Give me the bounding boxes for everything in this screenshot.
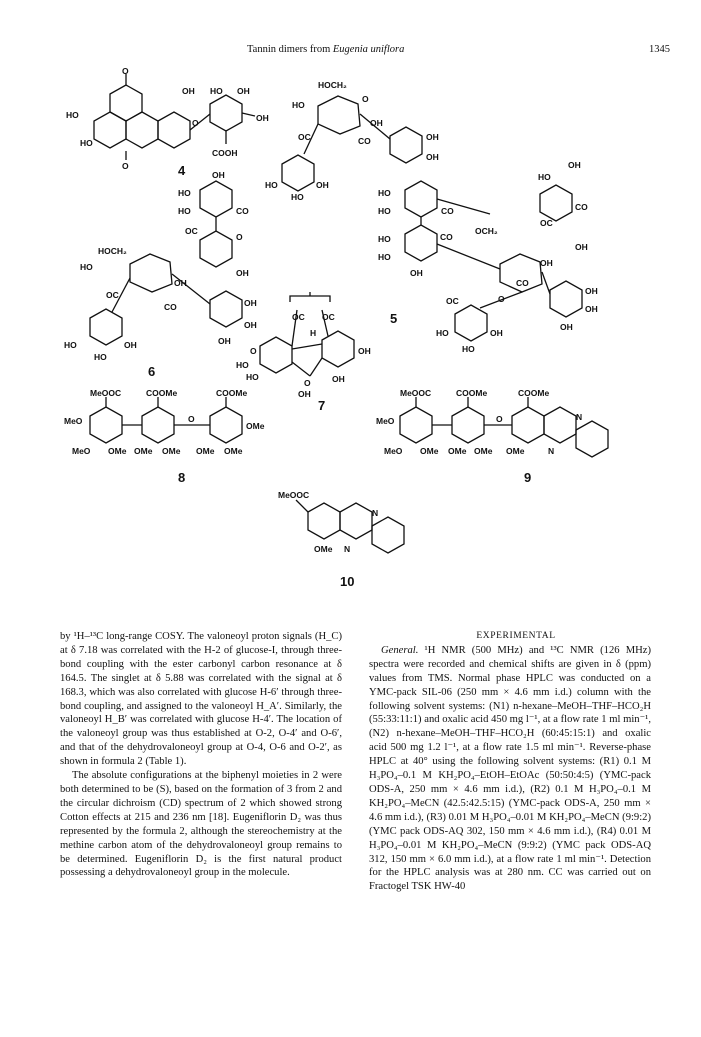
left-text-column bbox=[60, 630, 342, 880]
label-ho: HO bbox=[462, 344, 475, 354]
label-oh: OH bbox=[585, 286, 598, 296]
label-n: N bbox=[344, 544, 351, 554]
label-oh: OH bbox=[244, 298, 257, 308]
label-n: N bbox=[372, 508, 379, 518]
running-head bbox=[0, 44, 701, 60]
label-ho: HO bbox=[94, 352, 107, 362]
label-o: O bbox=[496, 414, 503, 424]
compound-label-7: 7 bbox=[318, 398, 326, 413]
label-co: CO bbox=[441, 206, 454, 216]
compound-label-5: 5 bbox=[390, 311, 398, 326]
label-ho: HO bbox=[64, 340, 77, 350]
label-co: CO bbox=[236, 206, 249, 216]
compound-label-4: 4 bbox=[178, 163, 186, 178]
structure-6 bbox=[90, 181, 242, 345]
label-ome: OMe bbox=[506, 446, 525, 456]
label-oh: OH bbox=[575, 242, 588, 252]
label-n: N bbox=[576, 412, 583, 422]
label-ho: HO bbox=[436, 328, 449, 338]
label-hoch2: HOCH₂ bbox=[318, 80, 347, 90]
label-oh: OH bbox=[316, 180, 329, 190]
label-oh: OH bbox=[426, 132, 439, 142]
label-hoch2: HOCH₂ bbox=[98, 246, 127, 256]
label-ho: HO bbox=[378, 188, 391, 198]
label-oh: OH bbox=[237, 86, 250, 96]
label-oh: OH bbox=[426, 152, 439, 162]
label-co: CO bbox=[440, 232, 453, 242]
label-oc: OC bbox=[446, 296, 459, 306]
label-o: O bbox=[362, 94, 369, 104]
label-ho: HO bbox=[246, 372, 259, 382]
running-title-species: Eugenia uniflora bbox=[332, 44, 405, 55]
label-o: O bbox=[188, 414, 195, 424]
label-meo: MeO bbox=[384, 446, 403, 456]
label-o: O bbox=[250, 346, 257, 356]
label-ho: HO bbox=[292, 100, 305, 110]
label-ome: OMe bbox=[420, 446, 439, 456]
label-ho: HO bbox=[66, 110, 79, 120]
label-oc: OC bbox=[298, 132, 311, 142]
label-oh: OH bbox=[370, 118, 383, 128]
left-paragraph-1: by ¹H–¹³C long-range COSY. The valoneoyl proton signals (H_C) at δ 7.18 was correlated with the H-2 of glucose-I, through three-bond coupling with the ester carbonyl carbon resonance at δ 164.5. The singlet at δ 5.88 was correlated with the signal at δ 168.3, which was also correlated with glucose H-6′ through three-bond coupling, and assigned to the valoneoyl H_A′. Similarly, the valoneoyl H_B′ was correlated with glucose H-4′. The location of the valoneoyl group was thus established at O-2, O-4′ and O-6′, and that of the dehydrovaloneoyl group at O-4, O-6 and O-2′, as shown in formula 2 (Table 1). bbox=[60, 631, 342, 768]
label-ho: HO bbox=[236, 360, 249, 370]
label-och2: OCH₂ bbox=[475, 226, 498, 236]
label-ome: OMe bbox=[314, 544, 333, 554]
label-oh: OH bbox=[585, 304, 598, 314]
label-coome: COOMe bbox=[456, 388, 488, 398]
label-coome: COOMe bbox=[518, 388, 550, 398]
label-oh: OH bbox=[358, 346, 371, 356]
label-ome: OMe bbox=[246, 421, 265, 431]
label-ome: OMe bbox=[224, 446, 243, 456]
experimental-paragraph bbox=[369, 644, 651, 894]
label-meooc: MeOOC bbox=[400, 388, 432, 398]
label-meo: MeO bbox=[64, 416, 83, 426]
compound-label-6: 6 bbox=[148, 364, 156, 379]
label-ome: OMe bbox=[196, 446, 215, 456]
label-oh: OH bbox=[218, 336, 231, 346]
label-h: H bbox=[310, 328, 317, 338]
label-ho: HO bbox=[80, 138, 93, 148]
structures-drawing bbox=[60, 64, 650, 604]
label-oh: OH bbox=[298, 389, 311, 399]
label-cooh: COOH bbox=[212, 148, 238, 158]
label-ho: HO bbox=[178, 188, 191, 198]
label-ome: OMe bbox=[162, 446, 181, 456]
label-ho: HO bbox=[378, 206, 391, 216]
label-co: CO bbox=[575, 202, 588, 212]
label-oh: OH bbox=[490, 328, 503, 338]
general-run-in: General. bbox=[381, 644, 419, 656]
label-oh: OH bbox=[124, 340, 137, 350]
structure-7 bbox=[260, 292, 354, 376]
label-ho: HO bbox=[378, 234, 391, 244]
label-meo: MeO bbox=[376, 416, 395, 426]
running-title bbox=[247, 44, 404, 55]
label-oc: OC bbox=[185, 226, 198, 236]
right-text-column bbox=[369, 630, 651, 894]
label-ho: HO bbox=[178, 206, 191, 216]
label-oh: OH bbox=[410, 268, 423, 278]
label-meooc: MeOOC bbox=[278, 490, 310, 500]
label-o: O bbox=[192, 118, 199, 128]
label-oc: OC bbox=[292, 312, 305, 322]
label-oc: OC bbox=[106, 290, 119, 300]
running-title-prefix: Tannin dimers from bbox=[247, 44, 333, 55]
label-coome: COOMe bbox=[146, 388, 178, 398]
label-ome: OMe bbox=[448, 446, 467, 456]
label-ome: OMe bbox=[108, 446, 127, 456]
label-oc: OC bbox=[540, 218, 553, 228]
label-ome: OMe bbox=[134, 446, 153, 456]
label-o: O bbox=[122, 66, 129, 76]
label-o: O bbox=[498, 294, 505, 304]
label-oh: OH bbox=[182, 86, 195, 96]
label-meooc: MeOOC bbox=[90, 388, 122, 398]
label-coome: COOMe bbox=[216, 388, 248, 398]
label-ho: HO bbox=[378, 252, 391, 262]
left-paragraph-2: The absolute configurations at the biphenyl moieties in 2 were both determined to be (S), based on the formation of 3 from 2 and the circular dichroism (CD) spectrum of 2 which showed strong Cotton effects at 215 and 236 nm [18]. Eugeniflorin D₂ was thus represented by the formula 2, although the stereochemistry at the methine carbon atom of the dehydrovaloneoyl group remains to be determined. Eugeniflorin D₂ is the first natural product possessing a dehydrovaloneoyl group in the molecule. bbox=[60, 770, 342, 879]
structure-8 bbox=[90, 397, 242, 443]
label-oh: OH bbox=[540, 258, 553, 268]
label-meo: MeO bbox=[72, 446, 91, 456]
label-n: N bbox=[548, 446, 555, 456]
label-oh: OH bbox=[212, 170, 225, 180]
label-ho: HO bbox=[80, 262, 93, 272]
label-oh: OH bbox=[236, 268, 249, 278]
chemical-structures-figure bbox=[60, 64, 650, 604]
label-oc: OC bbox=[322, 312, 335, 322]
label-o: O bbox=[304, 378, 311, 388]
compound-label-9: 9 bbox=[524, 470, 532, 485]
label-ho: HO bbox=[291, 192, 304, 202]
label-ome: OMe bbox=[474, 446, 493, 456]
label-ho: HO bbox=[538, 172, 551, 182]
label-oh: OH bbox=[332, 374, 345, 384]
experimental-heading: EXPERIMENTAL bbox=[476, 631, 556, 641]
label-oh: OH bbox=[568, 160, 581, 170]
label-oh: OH bbox=[244, 320, 257, 330]
label-oh: OH bbox=[256, 113, 269, 123]
label-co: CO bbox=[516, 278, 529, 288]
compound-label-10: 10 bbox=[340, 574, 355, 589]
label-o: O bbox=[122, 161, 129, 171]
label-ho: HO bbox=[210, 86, 223, 96]
label-oh: OH bbox=[174, 278, 187, 288]
label-co: CO bbox=[358, 136, 371, 146]
experimental-body: ¹H NMR (500 MHz) and ¹³C NMR (126 MHz) spectra were recorded and chemical shifts are given in δ (ppm) values from TMS. Normal phase HPLC was conducted on a YMC-pack SIL-06 (250 mm × 4.6 mm i.d.) column with the following solvent systems: (N1) n-hexane–MeOH–THF–HCO₂H (55:33:11:1) and oxalic acid 450 mg l⁻¹, at a flow rate 1 ml min⁻¹, (N2) n-hexane–MeOH–THF–HCO₂H (60:45:15:1) and oxalic acid 500 mg 1.2 l⁻¹, at a flow rate 1.5 ml min⁻¹. Reverse-phase HPLC at 40° using the following solvent systems: (R1) 0.1 M H₃PO₄–0.1 M KH₂PO₄–EtOH–EtOAc (50:50:4:5) (YMC-pack ODS-A, 250 mm × 4.6 mm i.d.), (R2) 0.1 M H₃PO₄–0.1 M KH₂PO₄–MeCN (42.5:42.5:15) (YMC-pack ODS-A, 250 mm × 4.6 mm i.d.), (R3) 0.01 M H₃PO₄–0.01 M KH₂PO₄–MeCN (9:9:2) (YMC pack ODS-AQ 302, 150 mm × 4.6 mm i.d.), (R4) 0.01 M H₃PO₄–0.01 M KH₂PO₄–MeCN (9:9:2) (YMC pack ODS-AQ 312, 150 mm × 6.0 mm i.d.), at a flow rate 1 ml min⁻¹. Detection for the HPLC analysis was at 280 nm. CC was carried out on Fractogel TSK HW-40 bbox=[369, 644, 651, 893]
page-number: 1345 bbox=[649, 44, 670, 55]
label-o: O bbox=[236, 232, 243, 242]
label-ho: HO bbox=[265, 180, 278, 190]
compound-label-8: 8 bbox=[178, 470, 186, 485]
label-co: CO bbox=[164, 302, 177, 312]
label-oh: OH bbox=[560, 322, 573, 332]
